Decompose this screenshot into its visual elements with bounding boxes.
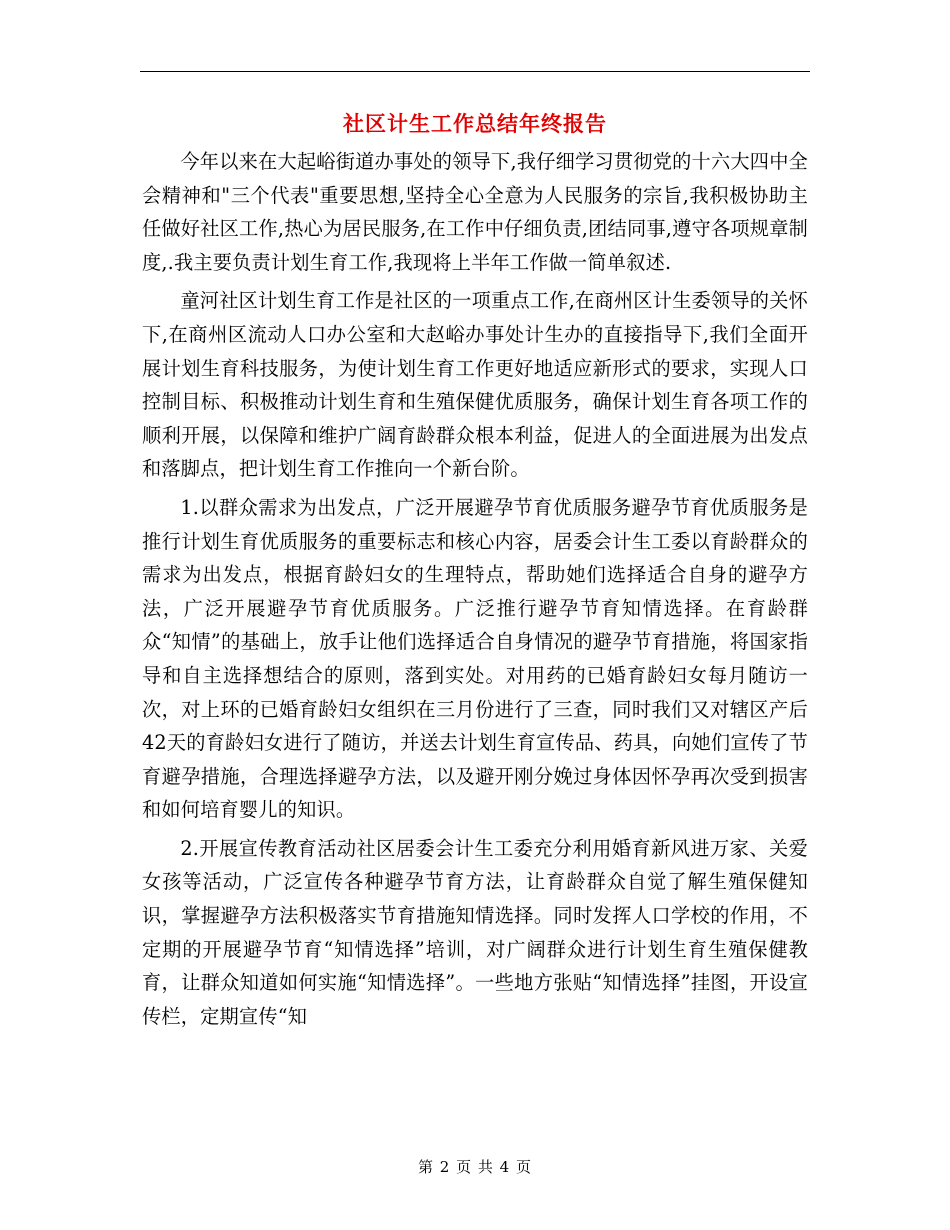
- page-number-footer: 第 2 页 共 4 页: [418, 1158, 532, 1176]
- header-rule: [140, 71, 810, 72]
- paragraph-intro: 今年以来在大起峪街道办事处的领导下,我仔细学习贯彻党的十六大四中全会精神和"三个代表"重要思想,坚持全心全意为人民服务的宗旨,我积极协助主任做好社区工作,热心为居民服务,在工作中仔细负责,团结同事,遵守各项规章制度,.我主要负责计划生育工作,我现将上半年工作做一简单叙述.: [142, 150, 808, 274]
- document-body: [142, 145, 808, 1038]
- paragraph-item-2: 2.开展宣传教育活动社区居委会计生工委充分利用婚育新风进万家、关爱女孩等活动，广泛宣传各种避孕节育方法，让育龄群众自觉了解生殖保健知识，掌握避孕方法积极落实节育措施知情选择。同时发挥人口学校的作用，不定期的开展避孕节育“知情选择”培训，对广阔群众进行计划生育生殖保健教育，让群众知道如何实施“知情选择”。一些地方张贴“知情选择”挂图，开设宣传栏，定期宣传“知: [142, 836, 808, 1028]
- paragraph-overview: 童河社区计划生育工作是社区的一项重点工作,在商州区计生委领导的关怀下,在商州区流动人口办公室和大赵峪办事处计生办的直接指导下,我们全面开展计划生育科技服务，为使计划生育工作更好地适应新形式的要求，实现人口控制目标、积极推动计划生育和生殖保健优质服务，确保计划生育各项工作的顺利开展，以保障和维护广阔育龄群众根本利益，促进人的全面进展为出发点和落脚点，把计划生育工作推向一个新台阶。: [142, 289, 808, 481]
- paragraph-item-1: 1.以群众需求为出发点，广泛开展避孕节育优质服务避孕节育优质服务是推行计划生育优质服务的重要标志和核心内容，居委会计生工委以育龄群众的需求为出发点，根据育龄妇女的生理特点，帮助她们选择适合自身的避孕方法，广泛开展避孕节育优质服务。广泛推行避孕节育知情选择。在育龄群众“知情”的基础上，放手让他们选择适合自身情况的避孕节育措施，将国家指导和自主选择想结合的原则，落到实处。对用药的已婚育龄妇女每月随访一次，对上环的已婚育龄妇女组织在三月份进行了三查，同时我们又对辖区产后42天的育龄妇女进行了随访，并送去计划生育宣传品、药具，向她们宣传了节育避孕措施，合理选择避孕方法，以及避开刚分娩过身体因怀孕再次受到损害和如何培育婴儿的知识。: [142, 495, 808, 822]
- document-title: 社区计生工作总结年终报告: [343, 112, 607, 136]
